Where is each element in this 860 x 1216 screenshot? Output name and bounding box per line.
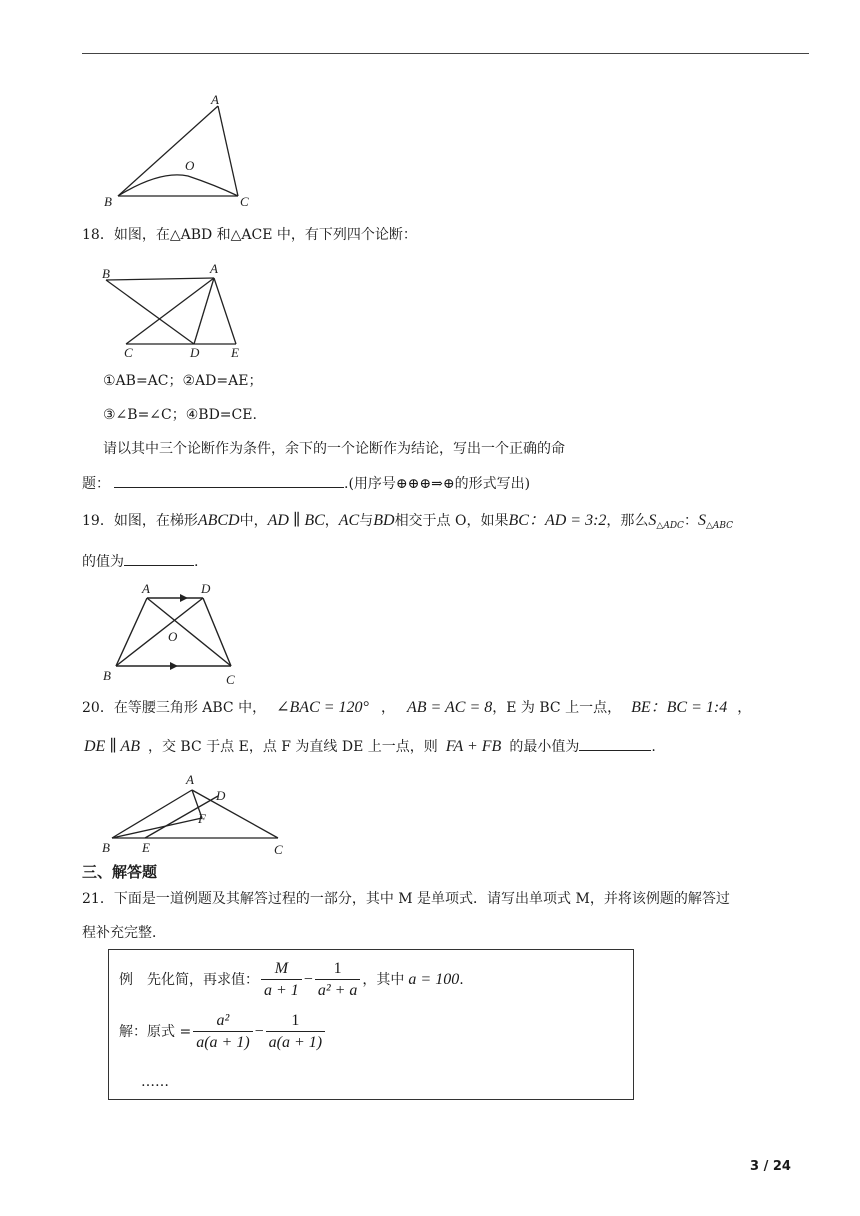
q19-ac: AC bbox=[338, 512, 360, 529]
q18-text: 如图，在△ABD 和△ACE 中，有下列四个论断： bbox=[113, 227, 417, 243]
q19-text-4: 与 bbox=[359, 513, 374, 529]
fraction-m-numerator: M bbox=[261, 959, 302, 980]
q19-answer-blank[interactable] bbox=[124, 551, 194, 566]
q19-statement bbox=[82, 511, 733, 536]
fraction-one-second-numerator: 1 bbox=[266, 1011, 325, 1032]
q20-text-4: ， bbox=[737, 700, 752, 716]
figure-19-trapezoid bbox=[100, 578, 250, 688]
q18-statement bbox=[82, 225, 417, 245]
q18-answer-suffix: .(用序号⊕⊕⊕⇒⊕的形式写出) bbox=[344, 476, 531, 492]
fig18-label-c: C bbox=[124, 345, 133, 360]
fig19-label-c: C bbox=[226, 672, 235, 687]
q20-statement-1 bbox=[82, 698, 751, 718]
q19-line2: 的值为 bbox=[82, 554, 124, 570]
fraction-a-squared-numerator: a² bbox=[193, 1011, 252, 1032]
q19-ratio: BC：AD = 3:2 bbox=[508, 512, 607, 529]
q18-answer-line bbox=[82, 473, 530, 494]
q20-expr: FA + FB bbox=[445, 738, 502, 755]
fraction-a-squared-denominator: a(a + 1) bbox=[196, 1033, 250, 1051]
q20-text-3: ，E 为 BC 上一点， bbox=[492, 700, 622, 716]
fig18-label-d: D bbox=[190, 345, 200, 360]
fig20-label-b: B bbox=[102, 840, 110, 855]
fig19-label-a: A bbox=[142, 581, 150, 596]
fig17-label-c: C bbox=[240, 194, 249, 209]
q21-statement-2: 程补充完整． bbox=[82, 925, 166, 941]
q19-text-1: 如图，在梯形 bbox=[113, 513, 198, 529]
q19-sub-abc: △ABC bbox=[705, 521, 734, 531]
fig17-label-a: A bbox=[211, 92, 219, 107]
solution-minus-sign: − bbox=[254, 1023, 264, 1040]
fig20-label-c: C bbox=[274, 842, 283, 857]
fraction-a-squared bbox=[193, 1011, 252, 1054]
q19-text-5: 相交于点 O，如果 bbox=[394, 513, 509, 529]
q18-answer-prefix: 题： bbox=[82, 476, 110, 492]
fig20-label-a: A bbox=[186, 772, 194, 787]
q18-instruction: 请以其中三个论断作为条件，余下的一个论断作为结论，写出一个正确的命 bbox=[103, 441, 565, 457]
section-heading-3: 三、解答题 bbox=[82, 863, 158, 881]
q18-options-1: ①AB=AC；②AD=AE； bbox=[103, 373, 263, 389]
q21-text-1: 下面是一道例题及其解答过程的一部分，其中 M 是单项式．请写出单项式 M，并将该例题的解答过 bbox=[113, 891, 730, 907]
q19-parallel: AD ∥ BC bbox=[267, 512, 325, 529]
fraction-one bbox=[315, 959, 361, 1002]
q20-answer-blank[interactable] bbox=[579, 736, 651, 751]
solution-label: 解：原式 = bbox=[119, 1024, 192, 1040]
figure-20-triangle bbox=[100, 768, 300, 860]
fraction-m-denominator: a + 1 bbox=[264, 981, 299, 999]
header-rule bbox=[82, 53, 809, 54]
q20-number: 20． bbox=[82, 700, 114, 716]
fig20-label-e: E bbox=[142, 840, 150, 855]
q19-abcd: ABCD bbox=[197, 512, 240, 529]
fig17-label-b: B bbox=[104, 194, 112, 209]
q20-statement-2 bbox=[84, 736, 656, 757]
q20-parallel: DE ∥ AB bbox=[84, 738, 140, 755]
fraction-m bbox=[261, 959, 302, 1002]
fraction-one-second bbox=[266, 1011, 325, 1054]
q19-s1: S bbox=[648, 512, 657, 529]
q19-number: 19． bbox=[82, 513, 114, 529]
example-label: 例 先化简，再求值： bbox=[119, 972, 259, 988]
q19-text-3: ， bbox=[324, 513, 339, 529]
fig20-label-f: F bbox=[198, 811, 206, 826]
fraction-one-numerator: 1 bbox=[315, 959, 361, 980]
q20-angle: ∠BAC = 120° bbox=[276, 699, 369, 716]
q19-answer-line bbox=[82, 551, 198, 572]
q18-options-2: ③∠B=∠C；④BD=CE. bbox=[103, 407, 257, 423]
q20-text-2: ， bbox=[380, 700, 395, 716]
page-number: 3 / 24 bbox=[750, 1159, 791, 1174]
fig18-label-a: A bbox=[210, 261, 218, 276]
fig18-label-e: E bbox=[231, 345, 239, 360]
q20-text-1: 在等腰三角形 ABC 中， bbox=[113, 700, 267, 716]
q20-text-5: ，交 BC 于点 E，点 F 为直线 DE 上一点，则 bbox=[147, 739, 438, 755]
q21-statement-1 bbox=[82, 889, 730, 909]
example-line bbox=[119, 956, 464, 1004]
fig17-label-o: O bbox=[185, 158, 195, 173]
figure-18 bbox=[96, 258, 256, 362]
fig19-label-o: O bbox=[168, 629, 178, 644]
q19-period: . bbox=[194, 554, 199, 570]
q20-text-6: 的最小值为 bbox=[509, 739, 580, 755]
q19-bd: BD bbox=[373, 512, 395, 529]
ellipsis: …… bbox=[141, 1074, 169, 1090]
example-box bbox=[108, 949, 634, 1100]
fig19-label-b: B bbox=[103, 668, 111, 683]
q18-answer-blank[interactable] bbox=[114, 473, 344, 488]
q19-sub-adc: △ADC bbox=[656, 521, 684, 531]
fig18-label-b: B bbox=[102, 266, 110, 281]
q19-text-6: ，那么 bbox=[606, 513, 649, 529]
fig20-label-d: D bbox=[216, 788, 226, 803]
fig19-label-d: D bbox=[201, 581, 211, 596]
fraction-one-denominator: a² + a bbox=[317, 981, 358, 999]
q19-colon: ： bbox=[683, 513, 698, 529]
q21-number: 21． bbox=[82, 891, 114, 907]
q20-period: . bbox=[651, 739, 656, 755]
minus-sign: − bbox=[303, 971, 313, 988]
solution-line bbox=[119, 1008, 327, 1056]
q20-ratio: BE：BC = 1:4 bbox=[631, 699, 728, 716]
figure-17-triangle bbox=[100, 90, 260, 212]
q19-s2: S bbox=[697, 512, 706, 529]
q20-equal: AB = AC = 8 bbox=[406, 699, 493, 716]
example-condition-end: . bbox=[459, 972, 464, 988]
example-condition: ，其中 bbox=[362, 972, 405, 988]
q18-number: 18． bbox=[82, 227, 114, 243]
fraction-one-second-denominator: a(a + 1) bbox=[268, 1033, 323, 1051]
q19-text-2: 中， bbox=[239, 513, 268, 529]
example-condition-value: a = 100 bbox=[408, 971, 460, 988]
